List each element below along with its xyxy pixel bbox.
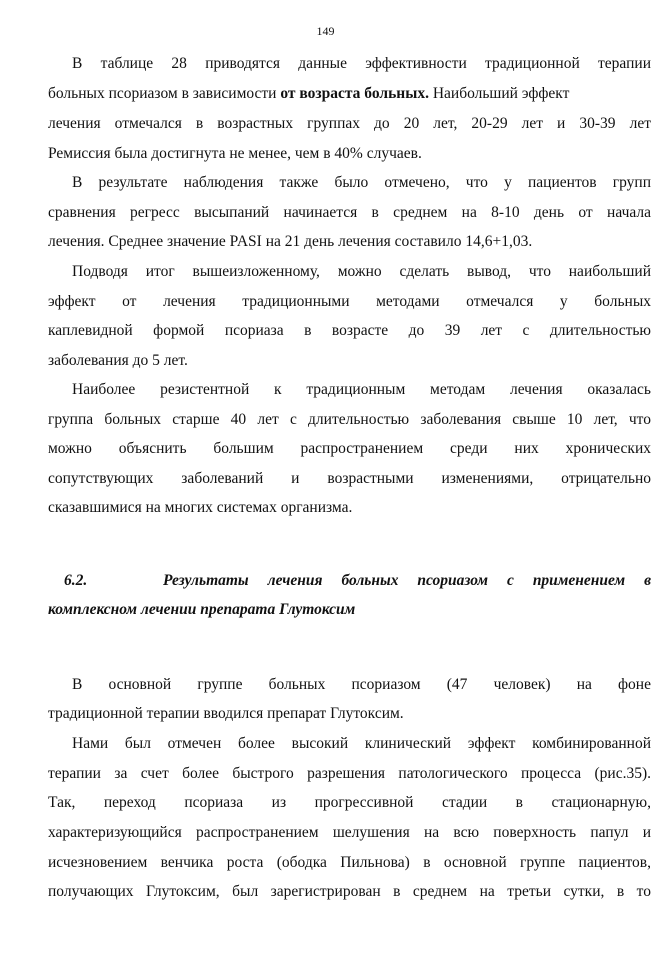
paragraph-4-line-2: группа больных старше 40 лет с длительностью заболевания свыше 10 лет, что — [48, 411, 651, 428]
paragraph-6-line-5: исчезновением венчика роста (ободка Пильнова) в основной группе пациентов, — [48, 854, 651, 871]
paragraph-2-line-1: В результате наблюдения также было отмечено, что у пациентов групп — [72, 174, 651, 191]
paragraph-3-line-1: Подводя итог вышеизложенному, можно сделать вывод, что наибольший — [72, 263, 651, 280]
paragraph-6-line-4: характеризующийся распространением шелушения на всю поверхность папул и — [48, 824, 651, 841]
paragraph-4-line-5: сказавшимися на многих системах организма. — [48, 499, 353, 516]
paragraph-2-line-2: сравнения регресс высыпаний начинается в среднем на 8-10 день от начала — [48, 204, 651, 221]
paragraph-3-line-3: каплевидной формой псориаза в возрасте до 39 лет с длительностью — [48, 322, 651, 339]
paragraph-1-line-1: В таблице 28 приводятся данные эффективности традиционной терапии — [72, 55, 651, 72]
paragraph-1-line-2 — [48, 83, 651, 105]
paragraph-1-line-2-text: больных псориазом в зависимости — [48, 85, 281, 102]
paragraph-4-line-1: Наиболее резистентной к традиционным методам лечения оказалась — [72, 381, 651, 398]
paragraph-1-line-2-tail: Наибольший эффект — [428, 85, 570, 102]
paragraph-5-line-2: традиционной терапии вводился препарат Глутоксим. — [48, 705, 404, 722]
paragraph-3-line-2: эффект от лечения традиционными методами отмечался у больных — [48, 293, 651, 310]
paragraph-4-line-3: можно объяснить большим распространением среди них хронических — [48, 440, 651, 457]
section-title-line-2: комплексном лечении препарата Глутоксим — [48, 601, 356, 618]
paragraph-6-line-2: терапии за счет более быстрого разрешения патологического процесса (рис.35). — [48, 765, 651, 782]
paragraph-6-line-6: получающих Глутоксим, был зарегистрирован в среднем на третьи сутки, в то — [48, 883, 651, 900]
paragraph-2-line-3: лечения. Среднее значение PASI на 21 день лечения составило 14,6+1,03. — [48, 233, 533, 250]
paragraph-1-line-4: Ремиссия была достигнута не менее, чем в 40% случаев. — [48, 145, 422, 162]
section-number: 6.2. — [64, 572, 88, 589]
section-heading-line-1 — [64, 569, 651, 593]
section-title-line-1: Результаты лечения больных псориазом с применением в — [163, 572, 651, 589]
paragraph-3-line-4: заболевания до 5 лет. — [48, 352, 188, 369]
paragraph-1-line-3: лечения отмечался в возрастных группах до 20 лет, 20-29 лет и 30-39 лет — [48, 115, 651, 132]
page-number: 149 — [316, 24, 335, 38]
paragraph-6-line-3: Так, переход псориаза из прогрессивной стадии в стационарную, — [48, 794, 651, 811]
paragraph-6-line-1: Нами был отмечен более высокий клинический эффект комбинированной — [72, 735, 651, 752]
paragraph-1-bold-phrase: от возраста больных. — [280, 85, 429, 102]
paragraph-4-line-4: сопутствующих заболеваний и возрастными изменениями, отрицательно — [48, 470, 651, 487]
paragraph-5-line-1: В основной группе больных псориазом (47 человек) на фоне — [72, 676, 651, 693]
